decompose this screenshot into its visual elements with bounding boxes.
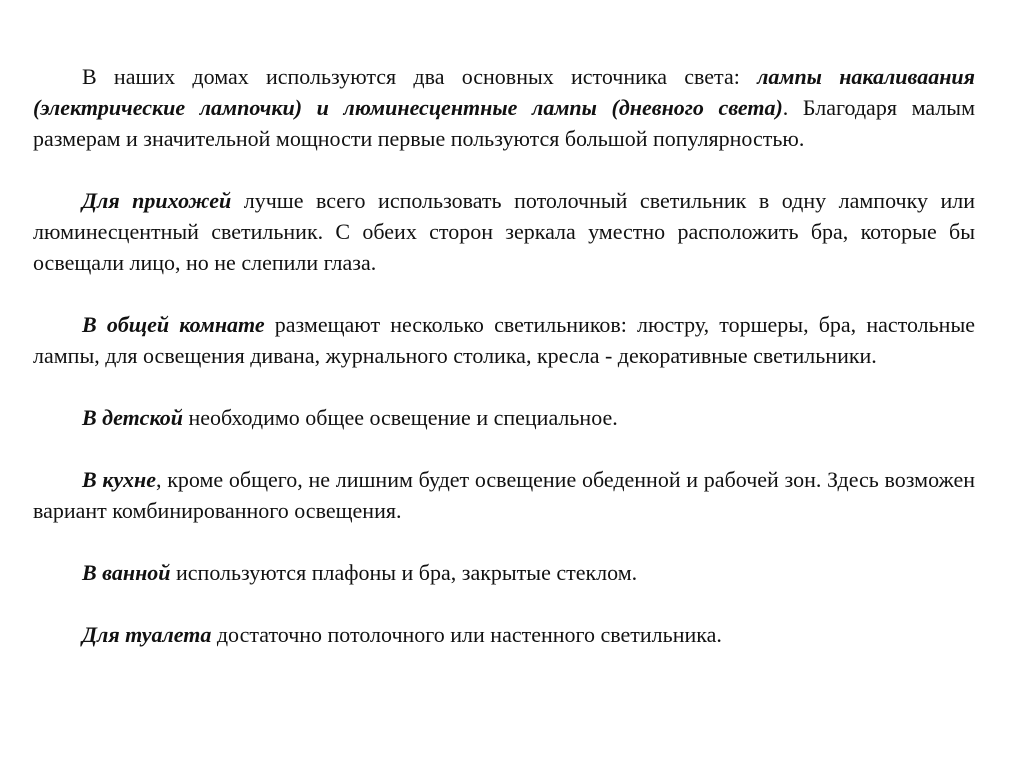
heading-nursery: В детской: [82, 405, 183, 430]
text-segment: . Благодаря малым размерам и значительной мощности первые пользуются большой популярностью.: [33, 95, 975, 151]
paragraph-light-sources: [33, 61, 975, 154]
text-segment: лучше всего использовать потолочный светильник в одну лампочку или люминесцентный светильник. С обеих сторон зеркала уместно расположить бра, которые бы освещали лицо, но не слепили глаза.: [33, 188, 975, 275]
heading-bathroom: В ванной: [82, 560, 171, 585]
paragraph-kitchen: [33, 464, 975, 526]
emphasis-lamp-types: лампы накаливаания (электрические лампочки) и люминесцентные лампы (дневного света): [33, 64, 975, 120]
text-segment: используются плафоны и бра, закрытые стеклом.: [170, 560, 638, 585]
paragraph-bathroom: [33, 557, 975, 588]
paragraph-nursery: [33, 402, 975, 433]
paragraph-living-room: [33, 309, 975, 371]
document-page: [33, 61, 975, 650]
text-segment: В наших домах используются два основных источника света:: [82, 64, 758, 89]
text-segment: достаточно потолочного или настенного светильника.: [211, 622, 722, 647]
heading-toilet: Для туалета: [82, 622, 212, 647]
heading-hallway: Для прихожей: [82, 188, 232, 213]
text-segment: , кроме общего, не лишним будет освещение обеденной и рабочей зон. Здесь возможен вариант комбинированного освещения.: [33, 467, 975, 523]
text-segment: размещают несколько светильников: люстру, торшеры, бра, настольные лампы, для освещения дивана, журнального столика, кресла - декоративные светильники.: [33, 312, 975, 368]
text-segment: необходимо общее освещение и специальное.: [183, 405, 618, 430]
paragraph-toilet: [33, 619, 975, 650]
heading-kitchen: В кухне: [82, 467, 156, 492]
heading-living-room: В общей комнате: [82, 312, 265, 337]
paragraph-hallway: [33, 185, 975, 278]
